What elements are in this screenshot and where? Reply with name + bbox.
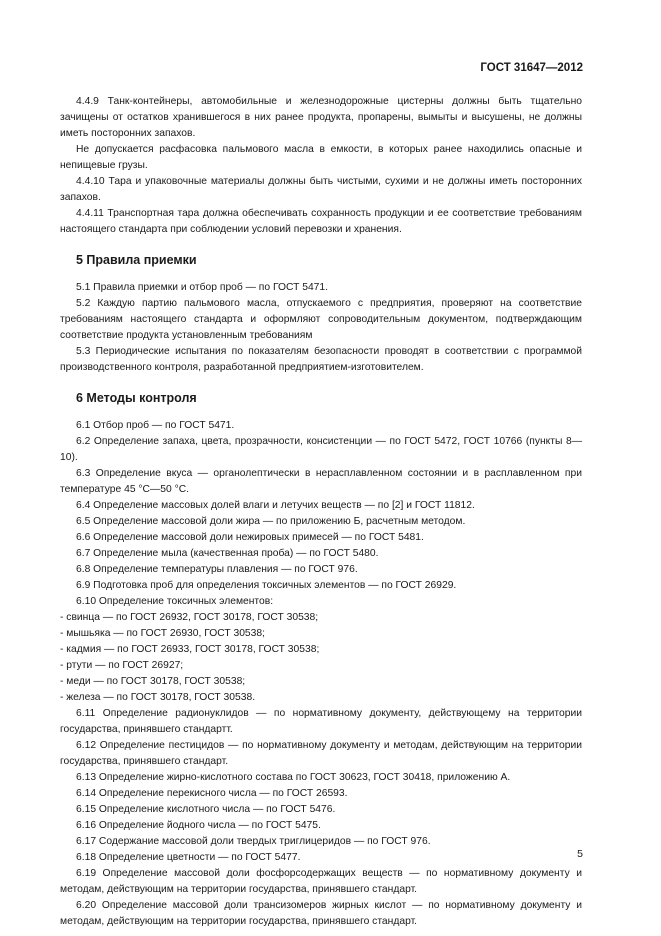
paragraph-6-15: 6.15 Определение кислотного числа — по ГОСТ 5476.	[76, 804, 336, 815]
paragraph-6-9: 6.9 Подготовка проб для определения токсичных элементов — по ГОСТ 26929.	[76, 580, 457, 591]
paragraph-6-1: 6.1 Отбор проб — по ГОСТ 5471.	[76, 420, 235, 431]
paragraph-6-3: 6.3 Определение вкуса — органолептически в нерасплавленном состоянии и в расплавленном при температуре 45 °С—50 °С.	[60, 468, 582, 495]
paragraph-5-3: 5.3 Периодические испытания по показателям безопасности проводят в соответствии с программой производственного контроля, разработанной предприятием-изготовителем.	[60, 346, 582, 373]
paragraph-6-4: 6.4 Определение массовых долей влаги и летучих веществ — по [2] и ГОСТ 11812.	[76, 500, 475, 511]
paragraph-6-17: 6.17 Содержание массовой доли твердых триглицеридов — по ГОСТ 976.	[76, 836, 431, 847]
page-content	[60, 94, 582, 930]
paragraph-6-13: 6.13 Определение жирно-кислотного состава по ГОСТ 30623, ГОСТ 30418, приложению А.	[76, 772, 511, 783]
list-item-cadmium: - кадмия — по ГОСТ 26933, ГОСТ 30178, ГОСТ 30538;	[60, 644, 320, 655]
paragraph-4-4-10: 4.4.10 Тара и упаковочные материалы должны быть чистыми, сухими и не должны иметь посторонних запахов.	[60, 176, 582, 203]
list-item-iron: - железа — по ГОСТ 30178, ГОСТ 30538.	[60, 692, 256, 703]
paragraph-4-4-9: 4.4.9 Танк-контейнеры, автомобильные и железнодорожные цистерны должны быть тщательно зачищены от остатков хранившегося в них ранее продукта, пропарены, вымыты и высушены, не должны иметь посторонних запахов.	[60, 96, 582, 139]
paragraph-4-4-11: 4.4.11 Транспортная тара должна обеспечивать сохранность продукции и ее соответствие требованиям настоящего стандарта при соблюдении условий перевозки и хранения.	[60, 208, 582, 235]
paragraph-6-7: 6.7 Определение мыла (качественная проба) — по ГОСТ 5480.	[76, 548, 379, 559]
paragraph-6-6: 6.6 Определение массовой доли нежировых примесей — по ГОСТ 5481.	[76, 532, 424, 543]
paragraph-6-19: 6.19 Определение массовой доли фосфорсодержащих веществ — по нормативному документу и методам, действующим на территории государства, принявшего стандарт.	[60, 868, 582, 895]
paragraph-6-12: 6.12 Определение пестицидов — по нормативному документу и методам, действующим на территории государства, принявшего стандарт.	[60, 740, 582, 767]
paragraph-6-10: 6.10 Определение токсичных элементов:	[76, 596, 274, 607]
paragraph-6-14: 6.14 Определение перекисного числа — по ГОСТ 26593.	[76, 788, 348, 799]
section-5-heading: 5 Правила приемки	[76, 253, 197, 267]
section-6-heading: 6 Методы контроля	[76, 391, 197, 405]
list-item-lead: - свинца — по ГОСТ 26932, ГОСТ 30178, ГОСТ 30538;	[60, 612, 319, 623]
page-number: 5	[577, 848, 583, 860]
list-item-arsenic: - мышьяка — по ГОСТ 26930, ГОСТ 30538;	[60, 628, 265, 639]
paragraph-6-16: 6.16 Определение йодного числа — по ГОСТ 5475.	[76, 820, 321, 831]
paragraph-6-11: 6.11 Определение радионуклидов — по нормативному документу, действующему на территории государства, принявшего стандартт.	[60, 708, 582, 735]
paragraph-no-hazard: Не допускается расфасовка пальмового масла в емкости, в которых ранее находились опасные и непищевые грузы.	[60, 144, 582, 171]
document-header-id: ГОСТ 31647—2012	[480, 62, 583, 74]
paragraph-6-2: 6.2 Определение запаха, цвета, прозрачности, консистенции — по ГОСТ 5472, ГОСТ 10766 (пункты 8—10).	[60, 436, 582, 463]
paragraph-6-18: 6.18 Определение цветности — по ГОСТ 5477.	[76, 852, 301, 863]
list-item-copper: - меди — по ГОСТ 30178, ГОСТ 30538;	[60, 676, 246, 687]
paragraph-5-1: 5.1 Правила приемки и отбор проб — по ГОСТ 5471.	[76, 282, 328, 293]
paragraph-6-8: 6.8 Определение температуры плавления — по ГОСТ 976.	[76, 564, 358, 575]
paragraph-6-5: 6.5 Определение массовой доли жира — по приложению Б, расчетным методом.	[76, 516, 466, 527]
list-item-mercury: - ртути — по ГОСТ 26927;	[60, 660, 184, 671]
paragraph-5-2: 5.2 Каждую партию пальмового масла, отпускаемого с предприятия, проверяют на соответствие требованиям настоящего стандарта и оформляют сопроводительным документом, подтверждающим соответствие продукта установленным требованиям	[60, 298, 582, 341]
paragraph-6-20: 6.20 Определение массовой доли трансизомеров жирных кислот — по нормативному документу и методам, действующим на территории государства, принявшего стандарт.	[60, 900, 582, 927]
